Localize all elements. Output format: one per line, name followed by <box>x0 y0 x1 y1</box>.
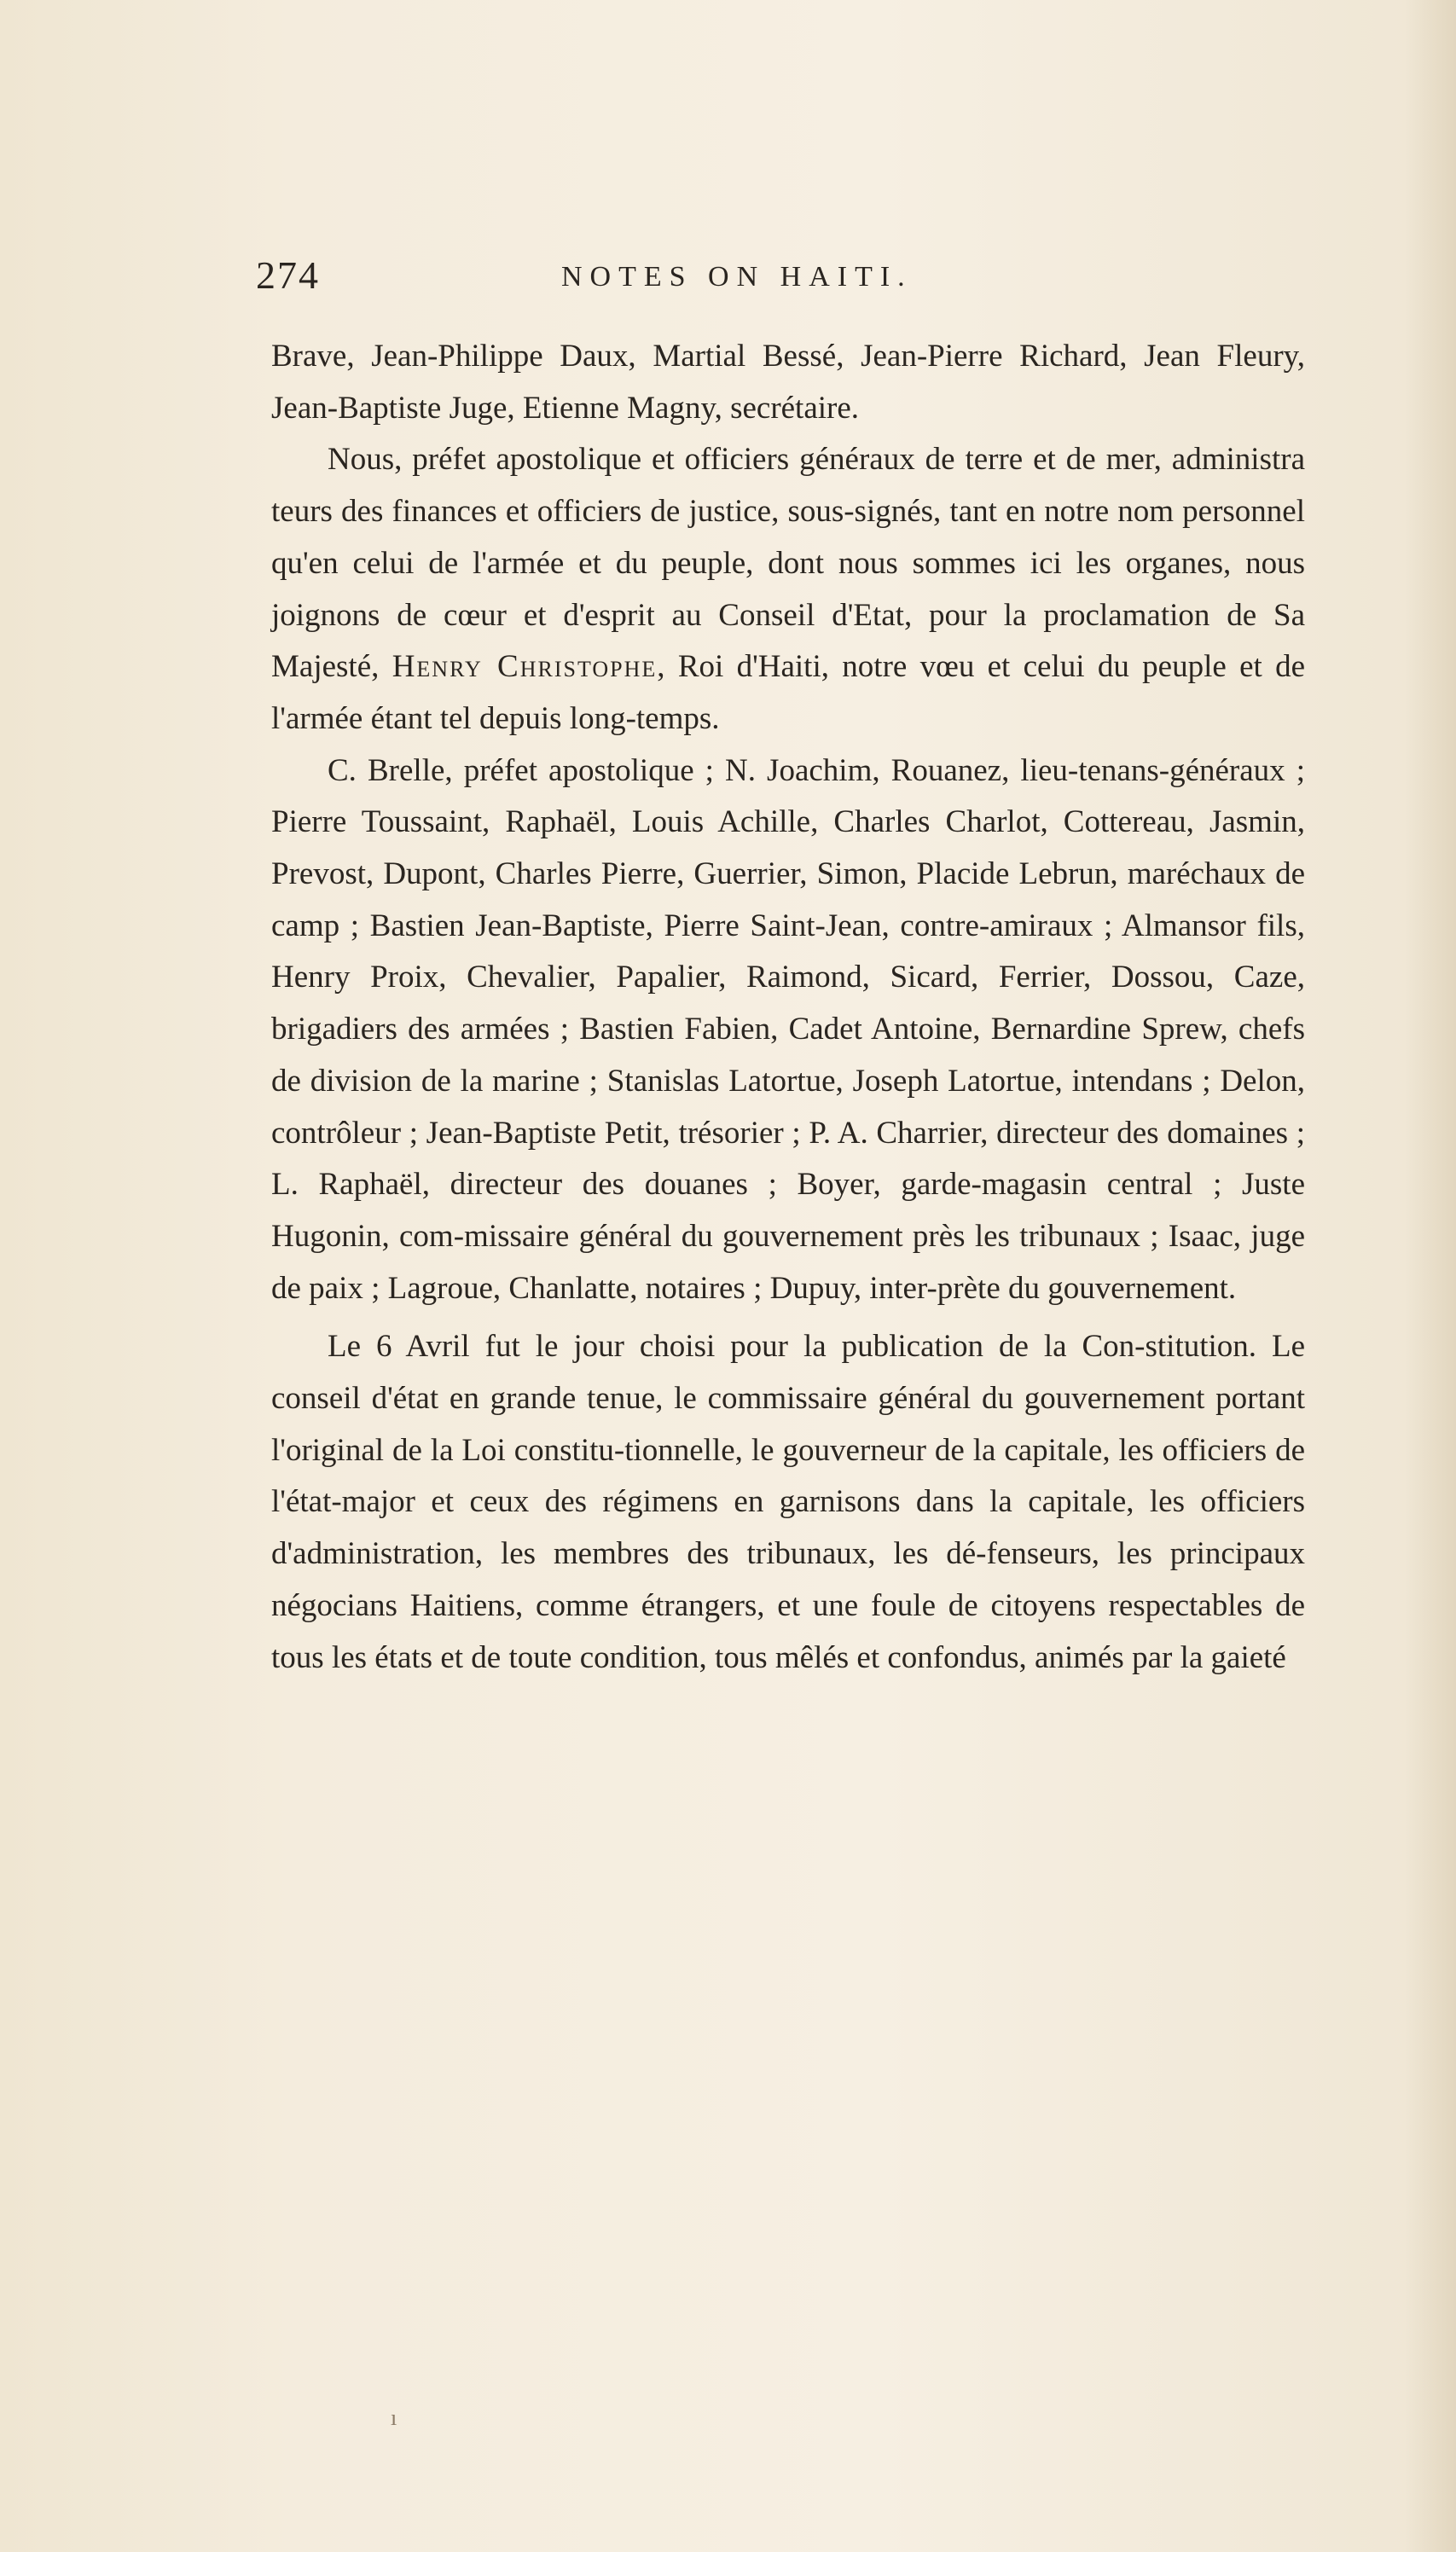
running-title: NOTES ON HAITI. <box>561 261 913 293</box>
declaration-text-end: , Roi d'Haiti, notre vœu et celui du peuple et de l'armée étant tel depuis long-temps. <box>271 649 1305 736</box>
page-number: 274 <box>256 253 320 297</box>
paragraph-officers-list: C. Brelle, préfet apostolique ; N. Joachim, Rouanez, lieu-tenans-généraux ; Pierre Toussaint, Raphaël, Louis Achille, Charles Charlot, Cottereau, Jasmin, Prevost, Dupont, Charles Pierre, Guerrier, Simon, Placide Lebrun, maréchaux de camp ; Bastien Jean-Baptiste, Pierre Saint-Jean, contre-amiraux ; Almansor fils, Henry Proix, Chevalier, Papalier, Raimond, Sicard, Ferrier, Dossou, Caze, brigadiers des armées ; Bastien Fabien, Cadet Antoine, Bernardine Sprew, chefs de division de la marine ; Stanislas Latortue, Joseph Latortue, intendans ; Delon, contrôleur ; Jean-Baptiste Petit, trésorier ; P. A. Charrier, directeur des domaines ; L. Raphaël, directeur des douanes ; Boyer, garde-magasin central ; Juste Hugonin, com-missaire général du gouvernement près les tribunaux ; Isaac, juge de paix ; Lagroue, Chanlatte, notaires ; Dupuy, inter-prète du gouvernement. <box>271 752 1305 1306</box>
page-edge-shadow <box>1405 0 1456 2552</box>
paragraph-signatories-end: Brave, Jean-Philippe Daux, Martial Bessé, Jean-Pierre Richard, Jean Fleury, Jean-Baptiste Juge, Etienne Magny, secrétaire. <box>271 339 1305 426</box>
page-header <box>256 252 1322 312</box>
body-text <box>271 331 1305 1684</box>
stray-ink-mark: ı <box>391 2405 397 2430</box>
paragraph-constitution-publication: Le 6 Avril fut le jour choisi pour la publication de la Con-stitution. Le conseil d'état en grande tenue, le commissaire général du gouvernement portant l'original de la Loi constitu-tionnelle, le gouverneur de la capitale, les officiers de l'état-major et ceux des régimens en garnisons dans la capitale, les officiers d'administration, les membres des tribunaux, les dé-fenseurs, les principaux négocians Haitiens, comme étrangers, et une foule de citoyens respectables de tous les états et de toute condition, tous mêlés et confondus, animés par la gaieté <box>271 1329 1305 1675</box>
king-name: Henry Christophe <box>392 649 658 685</box>
paragraph-declaration <box>271 434 1305 745</box>
declaration-text-start: Nous, préfet apostolique et officiers généraux de terre et de mer, administra teurs des finances et officiers de justice, sous-signés, tant en notre nom personnel qu'en celui de l'armée et du peuple, dont nous sommes ici les organes, nous joignons de cœur et d'esprit au Conseil d'Etat, pour la proclamation de Sa Majesté, <box>271 442 1305 685</box>
